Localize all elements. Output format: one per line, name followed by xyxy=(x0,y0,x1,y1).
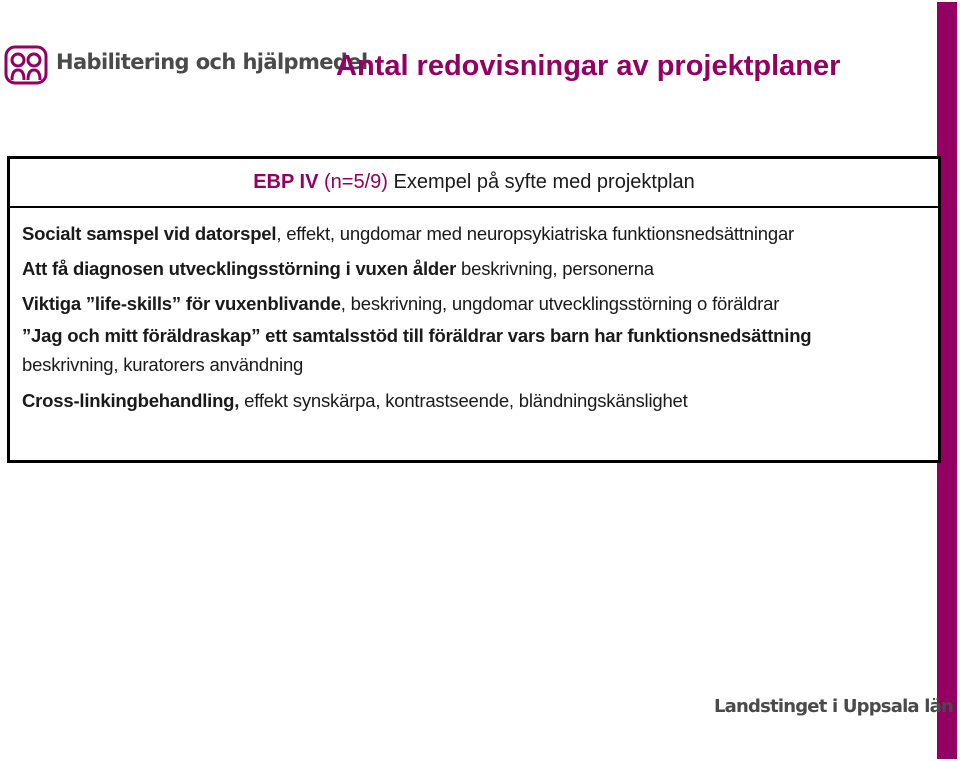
item-title: Viktiga ”life-skills” för vuxenblivande xyxy=(22,293,341,314)
item-title: Cross-linkingbehandling, xyxy=(22,390,240,411)
item-title: ”Jag och mitt föräldraskap” ett samtalsstöd till föräldrar vars barn har funktionsnedsättning xyxy=(22,325,812,346)
box-body xyxy=(10,208,938,418)
content-box xyxy=(7,156,941,463)
item-title: Socialt samspel vid datorspel xyxy=(22,223,277,244)
item-detail: , beskrivning, ungdomar utvecklingsstörning o föräldrar xyxy=(340,293,780,314)
logo-wordmark: Habilitering och hjälpmedel xyxy=(56,50,368,74)
habilitering-logo xyxy=(4,44,368,88)
habilitering-logo-icon xyxy=(4,44,48,86)
item-detail: effekt synskärpa, kontrastseende, bländningskänslighet xyxy=(239,390,688,411)
landstinget-logo: Landstinget i Uppsala län xyxy=(714,696,953,717)
item-detail: beskrivning, kuratorers användning xyxy=(22,354,304,375)
list-item xyxy=(22,216,926,251)
heading-highlight xyxy=(253,171,388,193)
list-item xyxy=(22,321,926,350)
item-detail: , effekt, ungdomar med neuropsykiatriska funktionsnedsättningar xyxy=(276,223,795,244)
list-item-continuation xyxy=(22,350,926,379)
page-title: Antal redovisningar av projektplaner xyxy=(336,50,841,82)
heading-bold: EBP IV xyxy=(253,171,319,193)
list-item xyxy=(22,251,926,286)
list-item xyxy=(22,383,926,418)
heading-count: (n=5/9) xyxy=(324,171,388,193)
item-title: Att få diagnosen utvecklingsstörning i vuxen ålder xyxy=(22,258,457,279)
item-detail: beskrivning, personerna xyxy=(456,258,654,279)
box-heading xyxy=(10,159,938,208)
heading-text: Exempel på syfte med projektplan xyxy=(387,171,695,193)
list-item xyxy=(22,286,926,321)
